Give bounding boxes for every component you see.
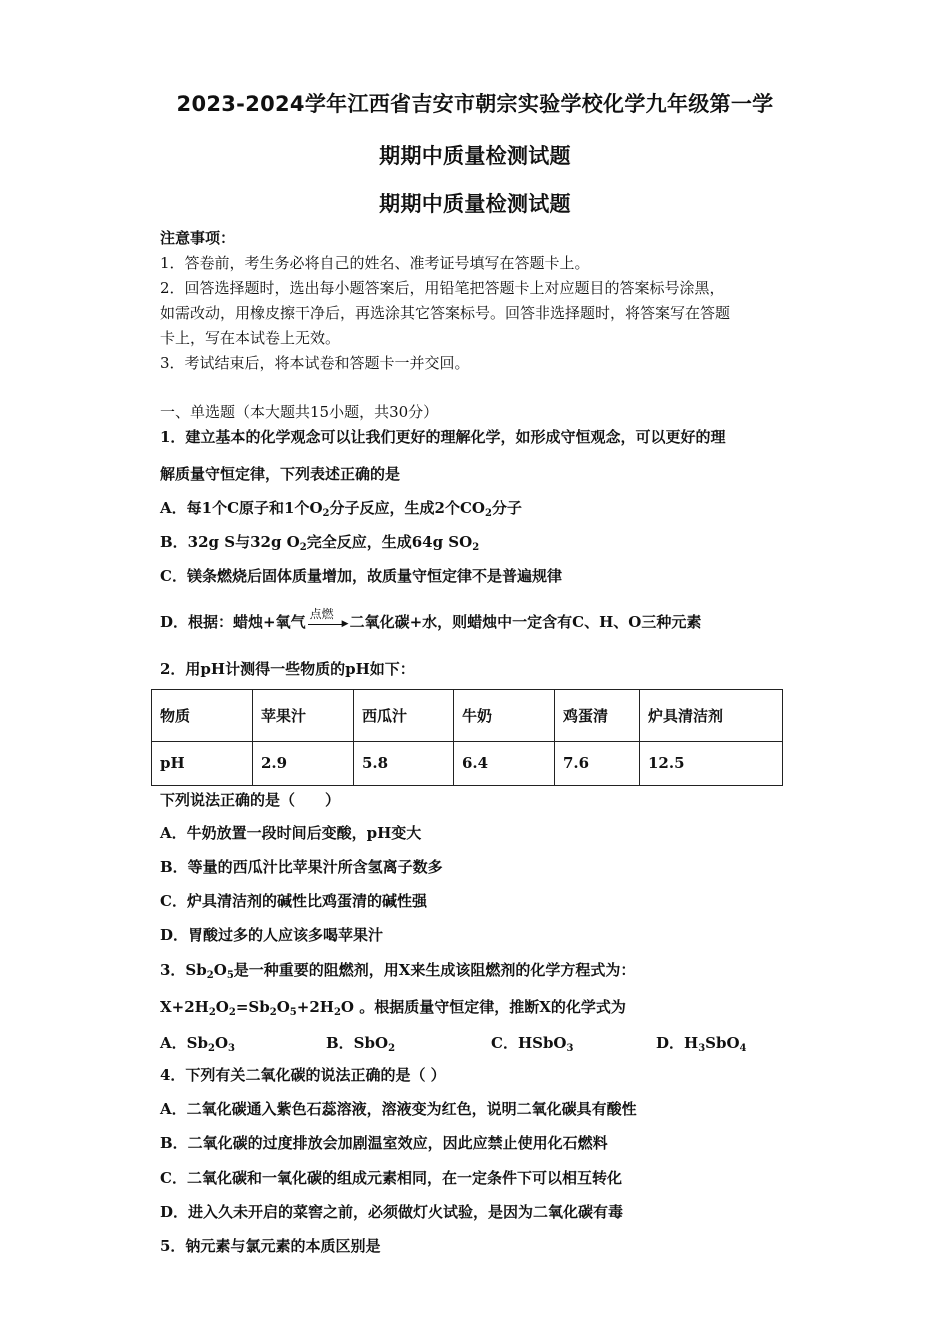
notice-item-2c: 卡上，写在本试卷上无效。 [160, 329, 341, 347]
section-heading: 一、单选题（本大题共15小题，共30分） [160, 403, 439, 421]
q1-option-b: B．32g S与32g $O_2$完全反应，生成64g $SO_2$ [160, 533, 480, 553]
exam-title-line-2: 期期中质量检测试题 [379, 144, 571, 168]
table-cell: 2.9 [253, 741, 354, 786]
q1-option-d: D．根据：蜡烛+氧气 点燃 ▶ 二氧化碳+水，则蜡烛中一定含有C、H、O三种元素 [160, 607, 702, 631]
notice-heading: 注意事项： [160, 229, 236, 247]
exam-title-line-1: 2023-2024学年江西省吉安市朝宗实验学校化学九年级第一学 [176, 92, 774, 116]
reaction-arrow: 点燃 ▶ [309, 607, 349, 629]
q4-option-c: C．二氧化碳和一氧化碳的组成元素相同，在一定条件下可以相互转化 [160, 1169, 622, 1187]
q5-stem: 5．钠元素与氯元素的本质区别是 [160, 1237, 381, 1255]
q3-stem: 3．$Sb_2O_5$是一种重要的阻燃剂，用X来生成该阻燃剂的化学方程式为： [160, 961, 636, 981]
table-cell: pH [152, 741, 253, 786]
q3-option-c: C．HSbO$_3$ [491, 1034, 574, 1054]
q3-equation: $X+2H_2O_2=Sb_2O_5+2H_2O$ 。根据质量守恒定律，推断X的化学式为 [160, 998, 626, 1018]
table-cell: 牛奶 [454, 690, 555, 742]
q2-stem: 2．用pH计测得一些物质的pH如下： [160, 660, 415, 678]
q1-stem-a: 1．建立基本的化学观念可以让我们更好的理解化学，如形成守恒观念，可以更好的理 [160, 428, 726, 446]
q4-option-a: A．二氧化碳通入紫色石蕊溶液，溶液变为红色，说明二氧化碳具有酸性 [160, 1100, 637, 1118]
q3-option-d: D．$H_3SbO_4$ [656, 1034, 747, 1054]
q1-stem-b: 解质量守恒定律，下列表述正确的是 [160, 465, 401, 483]
q1-option-a: A．每1个C原子和1个$O_2$分子反应，生成2个$CO_2$分子 [160, 499, 522, 519]
q2-option-b: B．等量的西瓜汁比苹果汁所含氢离子数多 [160, 858, 443, 876]
notice-item-2b: 如需改动，用橡皮擦干净后，再选涂其它答案标号。回答非选择题时，将答案写在答题 [160, 304, 731, 322]
q4-option-d: D．进入久未开启的菜窖之前，必须做灯火试验，是因为二氧化碳有毒 [160, 1203, 624, 1221]
table-cell: 7.6 [555, 741, 640, 786]
table-row [152, 690, 783, 742]
q2-option-a: A．牛奶放置一段时间后变酸，pH变大 [160, 824, 422, 842]
ph-table [151, 689, 783, 786]
q3-option-a: A．$Sb_2O_3$ [160, 1034, 235, 1054]
table-cell: 西瓜汁 [354, 690, 454, 742]
table-cell: 鸡蛋清 [555, 690, 640, 742]
q4-stem: 4．下列有关二氧化碳的说法正确的是（ ） [160, 1066, 446, 1084]
notice-item-2a: 2．回答选择题时，选出每小题答案后，用铅笔把答题卡上对应题目的答案标号涂黑， [160, 279, 725, 297]
exam-title-line-3: 期期中质量检测试题 [379, 192, 571, 216]
q4-option-b: B．二氧化碳的过度排放会加剧温室效应，因此应禁止使用化石燃料 [160, 1134, 608, 1152]
table-cell: 6.4 [454, 741, 555, 786]
table-cell: 炉具清洁剂 [640, 690, 783, 742]
q3-option-b: B．SbO$_2$ [326, 1034, 396, 1054]
table-cell: 12.5 [640, 741, 783, 786]
q1-option-c: C．镁条燃烧后固体质量增加，故质量守恒定律不是普遍规律 [160, 567, 562, 585]
table-cell: 5.8 [354, 741, 454, 786]
q2-option-c: C．炉具清洁剂的碱性比鸡蛋清的碱性强 [160, 892, 427, 910]
q2-prompt: 下列说法正确的是（ ） [160, 791, 341, 809]
q2-option-d: D．胃酸过多的人应该多喝苹果汁 [160, 926, 384, 944]
notice-item-1: 1．答卷前，考生务必将自己的姓名、准考证号填写在答题卡上。 [160, 254, 590, 272]
table-cell: 物质 [152, 690, 253, 742]
table-row [152, 741, 783, 786]
table-cell: 苹果汁 [253, 690, 354, 742]
notice-item-3: 3．考试结束后，将本试卷和答题卡一并交回。 [160, 354, 470, 372]
